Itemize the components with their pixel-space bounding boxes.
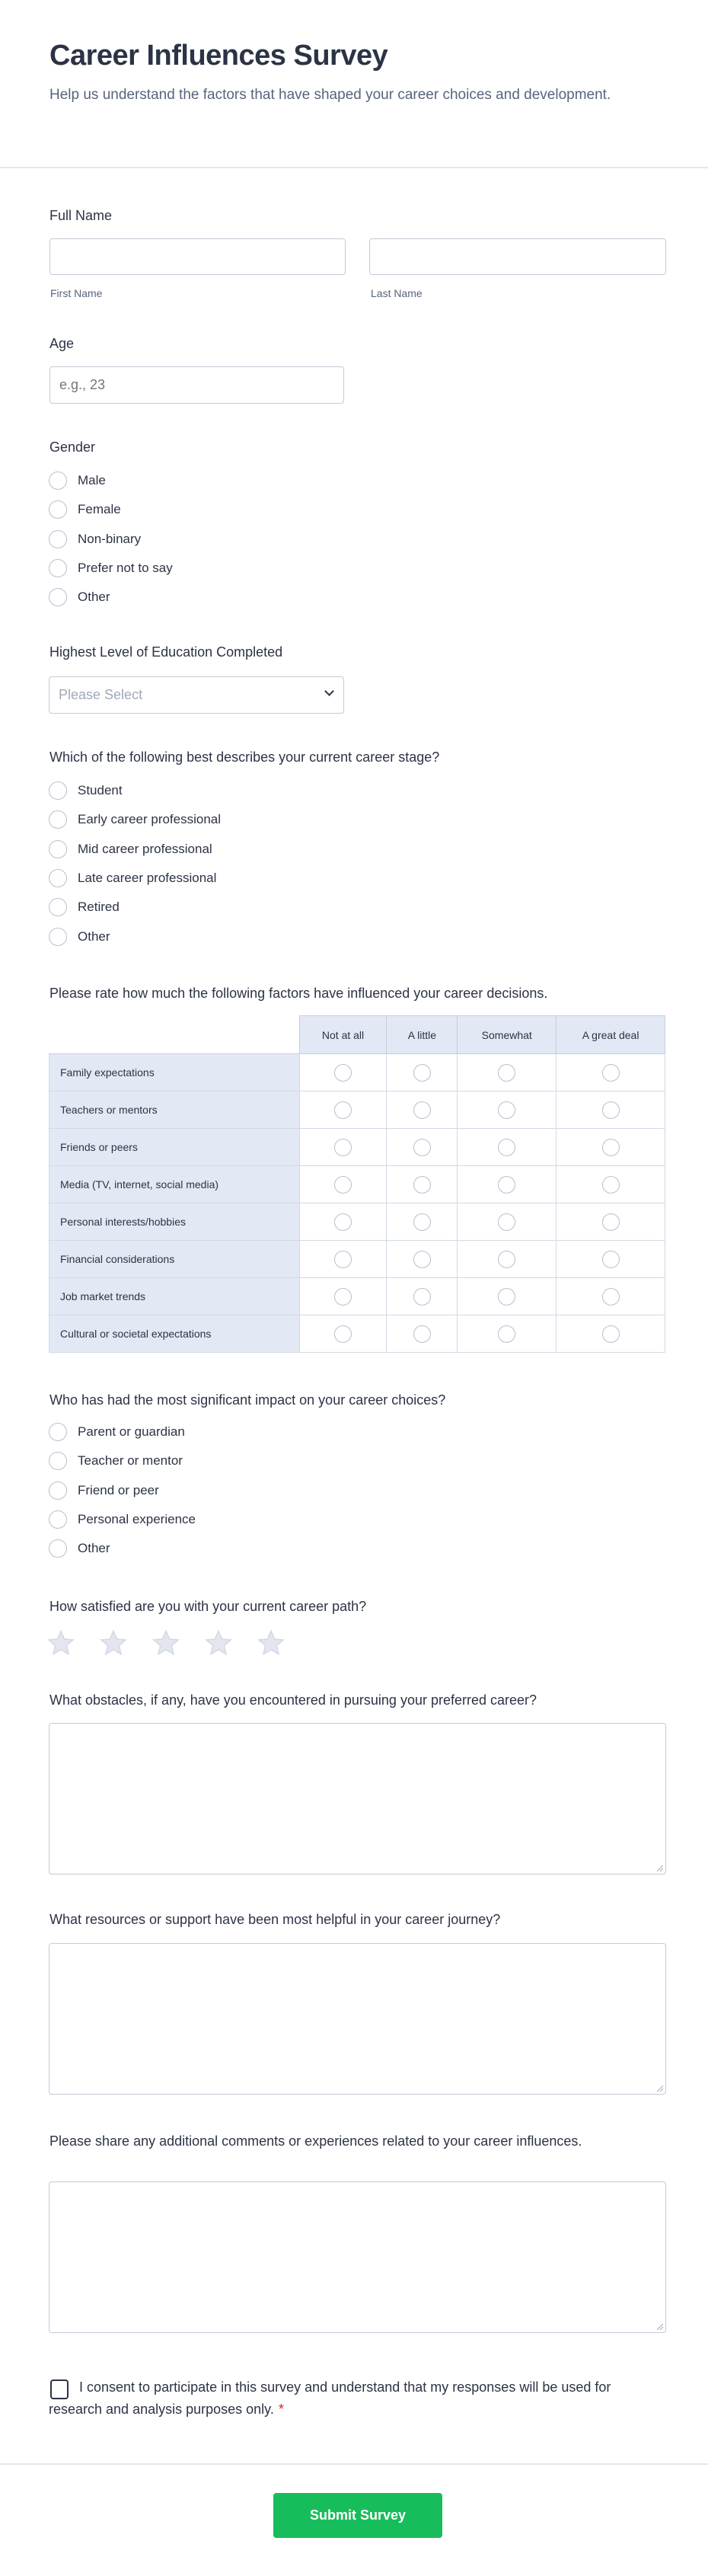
radio-option-label: Male bbox=[78, 473, 106, 487]
submit-button[interactable]: Submit Survey bbox=[273, 2493, 442, 2538]
radio-option-label: Prefer not to say bbox=[78, 560, 173, 575]
radio-option-label: Early career professional bbox=[78, 812, 222, 827]
matrix-cell bbox=[557, 1315, 665, 1353]
matrix-radio[interactable] bbox=[498, 1064, 515, 1082]
matrix-row bbox=[49, 1091, 665, 1129]
matrix-row-label: Job market trends bbox=[49, 1278, 300, 1315]
resources-label: What resources or support have been most helpful in your career journey? bbox=[49, 1912, 501, 1927]
comments-textarea[interactable] bbox=[49, 2181, 666, 2333]
matrix-cell bbox=[557, 1166, 665, 1203]
matrix-cell bbox=[299, 1054, 387, 1091]
matrix-radio[interactable] bbox=[334, 1288, 352, 1306]
page-subtitle: Help us understand the factors that have shaped your career choices and development. bbox=[49, 87, 611, 103]
radio-option[interactable] bbox=[49, 558, 173, 578]
matrix-row-label: Personal interests/hobbies bbox=[49, 1203, 300, 1241]
matrix-radio[interactable] bbox=[602, 1139, 620, 1156]
radio-option[interactable] bbox=[49, 500, 121, 519]
matrix-radio[interactable] bbox=[602, 1176, 620, 1194]
matrix-radio[interactable] bbox=[602, 1064, 620, 1082]
consent-text bbox=[49, 2376, 612, 2421]
radio-button[interactable] bbox=[49, 1539, 67, 1558]
radio-option[interactable] bbox=[49, 810, 221, 829]
matrix-radio[interactable] bbox=[498, 1213, 515, 1231]
radio-button[interactable] bbox=[49, 840, 67, 858]
matrix-cell bbox=[458, 1241, 557, 1278]
radio-button[interactable] bbox=[49, 1481, 67, 1500]
footer-divider bbox=[0, 2463, 708, 2465]
radio-option[interactable] bbox=[49, 897, 120, 917]
age-label: Age bbox=[49, 336, 75, 351]
matrix-radio[interactable] bbox=[413, 1139, 431, 1156]
matrix-cell bbox=[458, 1054, 557, 1091]
matrix-row bbox=[49, 1129, 665, 1166]
matrix-radio[interactable] bbox=[413, 1213, 431, 1231]
matrix-radio[interactable] bbox=[498, 1251, 515, 1268]
matrix-radio[interactable] bbox=[334, 1101, 352, 1119]
matrix-label: Please rate how much the following factors have influenced your career decisions. bbox=[49, 986, 548, 1001]
matrix-cell bbox=[458, 1315, 557, 1353]
matrix-radio[interactable] bbox=[602, 1325, 620, 1343]
matrix-corner bbox=[49, 1016, 300, 1054]
radio-option[interactable] bbox=[49, 587, 110, 607]
matrix-radio[interactable] bbox=[602, 1288, 620, 1306]
required-marker: * bbox=[278, 2402, 284, 2417]
matrix-cell bbox=[458, 1091, 557, 1129]
matrix-cell bbox=[299, 1278, 387, 1315]
radio-button[interactable] bbox=[49, 471, 67, 490]
radio-button[interactable] bbox=[49, 928, 67, 946]
matrix-row-label: Cultural or societal expectations bbox=[49, 1315, 300, 1353]
radio-option[interactable] bbox=[49, 927, 110, 947]
matrix-cell bbox=[387, 1203, 458, 1241]
influence-matrix bbox=[49, 1015, 665, 1353]
star-icon[interactable] bbox=[205, 1629, 232, 1657]
matrix-cell bbox=[387, 1278, 458, 1315]
matrix-row bbox=[49, 1203, 665, 1241]
radio-option-label: Retired bbox=[78, 900, 120, 915]
last-name-input[interactable] bbox=[369, 238, 666, 275]
radio-button[interactable] bbox=[49, 781, 67, 800]
education-select[interactable] bbox=[49, 676, 344, 714]
header-divider bbox=[0, 167, 708, 168]
satisfaction-label: How satisfied are you with your current career path? bbox=[49, 1599, 367, 1614]
matrix-radio[interactable] bbox=[498, 1139, 515, 1156]
radio-button[interactable] bbox=[49, 1510, 67, 1529]
matrix-radio[interactable] bbox=[602, 1213, 620, 1231]
matrix-radio[interactable] bbox=[413, 1176, 431, 1194]
radio-option[interactable] bbox=[49, 529, 141, 549]
matrix-cell bbox=[557, 1054, 665, 1091]
obstacles-label: What obstacles, if any, have you encountered in pursuing your preferred career? bbox=[49, 1692, 537, 1708]
radio-option-label: Other bbox=[78, 928, 110, 944]
obstacles-textarea[interactable] bbox=[49, 1723, 666, 1874]
radio-button[interactable] bbox=[49, 530, 67, 548]
radio-option[interactable] bbox=[49, 1481, 159, 1501]
star-rating bbox=[47, 1629, 285, 1657]
matrix-radio[interactable] bbox=[498, 1288, 515, 1306]
last-name-sublabel: Last Name bbox=[371, 287, 423, 299]
matrix-radio[interactable] bbox=[498, 1325, 515, 1343]
matrix-row bbox=[49, 1166, 665, 1203]
matrix-cell bbox=[387, 1054, 458, 1091]
matrix-cell bbox=[557, 1278, 665, 1315]
matrix-cell bbox=[299, 1315, 387, 1353]
radio-option[interactable] bbox=[49, 1451, 183, 1471]
matrix-row-label: Family expectations bbox=[49, 1054, 300, 1091]
matrix-row bbox=[49, 1054, 665, 1091]
matrix-row bbox=[49, 1315, 665, 1353]
matrix-radio[interactable] bbox=[334, 1064, 352, 1082]
matrix-radio[interactable] bbox=[602, 1101, 620, 1119]
radio-option[interactable] bbox=[49, 1422, 185, 1442]
radio-button[interactable] bbox=[49, 588, 67, 606]
matrix-column-header: A little bbox=[387, 1016, 458, 1054]
radio-button[interactable] bbox=[49, 1452, 67, 1470]
resize-handle-icon[interactable] bbox=[657, 1865, 663, 1871]
matrix-radio[interactable] bbox=[334, 1251, 352, 1268]
chevron-down-icon bbox=[324, 686, 334, 696]
matrix-radio[interactable] bbox=[413, 1288, 431, 1306]
matrix-cell bbox=[557, 1203, 665, 1241]
matrix-row-label: Financial considerations bbox=[49, 1241, 300, 1278]
page-title: Career Influences Survey bbox=[49, 40, 388, 72]
matrix-radio[interactable] bbox=[498, 1101, 515, 1119]
radio-option-label: Non-binary bbox=[78, 531, 142, 546]
star-icon[interactable] bbox=[100, 1629, 127, 1657]
matrix-radio[interactable] bbox=[334, 1139, 352, 1156]
consent-checkbox[interactable] bbox=[50, 2379, 69, 2399]
matrix-radio[interactable] bbox=[413, 1101, 431, 1119]
resources-textarea[interactable] bbox=[49, 1943, 666, 2095]
matrix-cell bbox=[557, 1241, 665, 1278]
education-selected-value: Please Select bbox=[59, 687, 143, 702]
radio-option-label: Other bbox=[78, 590, 110, 605]
age-input[interactable] bbox=[49, 366, 344, 404]
star-icon[interactable] bbox=[257, 1629, 285, 1657]
radio-option-label: Other bbox=[78, 1541, 110, 1556]
matrix-cell bbox=[458, 1278, 557, 1315]
star-icon[interactable] bbox=[152, 1629, 180, 1657]
career-stage-label: Which of the following best describes your current career stage? bbox=[49, 749, 440, 765]
matrix-radio[interactable] bbox=[413, 1325, 431, 1343]
matrix-column-header: A great deal bbox=[557, 1016, 665, 1054]
matrix-cell bbox=[299, 1241, 387, 1278]
matrix-cell bbox=[557, 1129, 665, 1166]
matrix-cell bbox=[557, 1091, 665, 1129]
matrix-radio[interactable] bbox=[498, 1176, 515, 1194]
matrix-row-label: Friends or peers bbox=[49, 1129, 300, 1166]
matrix-cell bbox=[299, 1091, 387, 1129]
resize-handle-icon[interactable] bbox=[657, 2085, 663, 2092]
matrix-radio[interactable] bbox=[334, 1176, 352, 1194]
radio-button[interactable] bbox=[49, 559, 67, 577]
radio-option[interactable] bbox=[49, 781, 123, 801]
radio-option[interactable] bbox=[49, 1510, 196, 1529]
matrix-radio[interactable] bbox=[334, 1325, 352, 1343]
star-icon[interactable] bbox=[47, 1629, 75, 1657]
radio-option-label: Friend or peer bbox=[78, 1482, 159, 1497]
radio-option[interactable] bbox=[49, 839, 212, 859]
matrix-cell bbox=[299, 1129, 387, 1166]
radio-option-label: Parent or guardian bbox=[78, 1424, 185, 1439]
radio-option-label: Female bbox=[78, 502, 121, 517]
radio-option[interactable] bbox=[49, 1539, 110, 1558]
radio-button[interactable] bbox=[49, 500, 67, 519]
matrix-row bbox=[49, 1278, 665, 1315]
radio-option-label: Student bbox=[78, 783, 123, 797]
matrix-cell bbox=[387, 1166, 458, 1203]
radio-option-label: Personal experience bbox=[78, 1511, 196, 1526]
comments-label: Please share any additional comments or experiences related to your career influences. bbox=[49, 2133, 582, 2149]
radio-option-label: Teacher or mentor bbox=[78, 1453, 183, 1469]
first-name-input[interactable] bbox=[49, 238, 346, 275]
matrix-cell bbox=[387, 1091, 458, 1129]
matrix-cell bbox=[458, 1203, 557, 1241]
radio-button[interactable] bbox=[49, 810, 67, 829]
radio-option[interactable] bbox=[49, 471, 106, 491]
matrix-cell bbox=[458, 1129, 557, 1166]
first-name-sublabel: First Name bbox=[50, 287, 103, 299]
full-name-label: Full Name bbox=[49, 208, 113, 223]
matrix-cell bbox=[387, 1241, 458, 1278]
matrix-radio[interactable] bbox=[334, 1213, 352, 1231]
matrix-radio[interactable] bbox=[413, 1064, 431, 1082]
resize-handle-icon[interactable] bbox=[657, 2324, 663, 2330]
matrix-cell bbox=[387, 1129, 458, 1166]
radio-button[interactable] bbox=[49, 898, 67, 916]
matrix-row bbox=[49, 1241, 665, 1278]
matrix-radio[interactable] bbox=[413, 1251, 431, 1268]
education-label: Highest Level of Education Completed bbox=[49, 644, 283, 660]
radio-button[interactable] bbox=[49, 1423, 67, 1441]
matrix-row-label: Teachers or mentors bbox=[49, 1091, 300, 1129]
radio-option-label: Late career professional bbox=[78, 870, 217, 885]
matrix-radio[interactable] bbox=[602, 1251, 620, 1268]
matrix-cell bbox=[458, 1166, 557, 1203]
matrix-column-header: Somewhat bbox=[458, 1016, 557, 1054]
radio-option[interactable] bbox=[49, 868, 216, 888]
radio-button[interactable] bbox=[49, 869, 67, 887]
consent-label: I consent to participate in this survey and understand that my responses will be used for research and analysis purposes only. bbox=[49, 2379, 611, 2417]
matrix-cell bbox=[299, 1203, 387, 1241]
matrix-cell bbox=[299, 1166, 387, 1203]
gender-label: Gender bbox=[49, 439, 96, 455]
radio-option-label: Mid career professional bbox=[78, 841, 212, 856]
matrix-row-label: Media (TV, internet, social media) bbox=[49, 1166, 300, 1203]
matrix-column-header: Not at all bbox=[299, 1016, 387, 1054]
matrix-cell bbox=[387, 1315, 458, 1353]
impact-label: Who has had the most significant impact on your career choices? bbox=[49, 1392, 446, 1408]
